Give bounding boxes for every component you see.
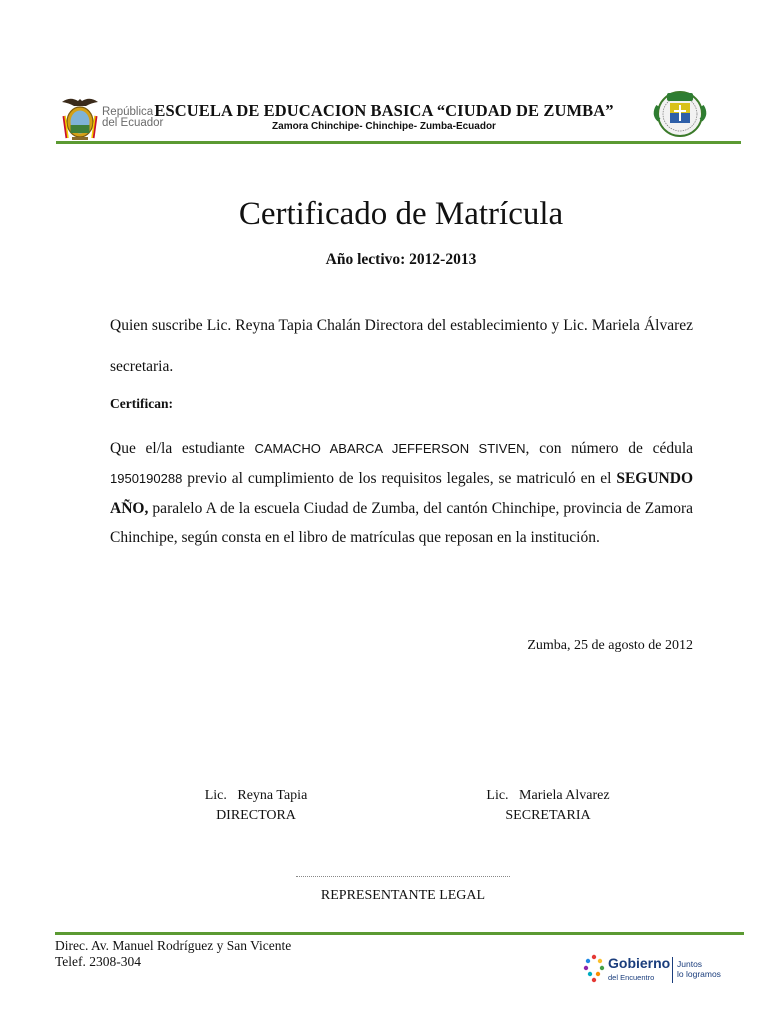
id-number: 1950190288: [110, 470, 183, 486]
school-location: Zamora Chinchipe- Chinchipe- Zumba-Ecuador: [272, 121, 496, 132]
student-name: CAMACHO ABARCA JEFFERSON STIVEN: [254, 441, 526, 456]
certification-paragraph: Que el/la estudiante CAMACHO ABARCA JEFFERSON STIVEN, con número de cédula 1950190288 previo al cumplimiento de los requisitos legales, se matriculó en el SEGUNDO AÑO, paralelo A de la escuela Ciudad de Zumba, del cantón Chinchipe, provincia de Zamora Chinchipe, según consta en el libro de matrículas que reposan en la institución.: [110, 440, 694, 547]
grade: SEGUNDO AÑO,: [110, 469, 693, 517]
gobierno-word: Gobierno: [608, 955, 671, 971]
gobierno-burst-icon: [582, 953, 606, 987]
representative-signature-line: [296, 876, 510, 877]
issue-date: Zumba, 25 de agosto de 2012: [527, 638, 693, 653]
gobierno-logo: [582, 951, 732, 995]
secretary-role: SECRETARIA: [505, 808, 591, 823]
certify-label: Certifican:: [110, 396, 173, 411]
republic-text: República del Ecuador: [102, 106, 164, 129]
school-name: ESCUELA DE EDUCACION BASICA “CIUDAD DE ZUMBA”: [154, 101, 614, 120]
legal-representative: REPRESENTANTE LEGAL: [320, 888, 486, 903]
address: Direc. Av. Manuel Rodríguez y San Vicente: [55, 938, 292, 953]
signature-secretary: [462, 786, 634, 826]
secretary-name: Lic. Mariela Alvarez: [486, 788, 610, 803]
gobierno-separator: [672, 957, 673, 983]
intro-paragraph: Quien suscribe Lic. Reyna Tapia Chalán Directora del establecimiento y Lic. Mariela Álvarez secretaria.: [110, 317, 693, 375]
school-seal-icon: [649, 90, 711, 138]
certificate-title: Certificado de Matrícula: [238, 196, 564, 232]
director-name: Lic. Reyna Tapia: [204, 788, 308, 803]
gobierno-slogan: Juntos lo logramos: [677, 959, 721, 979]
gobierno-subtext: del Encuentro: [608, 973, 655, 982]
director-role: DIRECTORA: [216, 808, 296, 823]
header-divider: [56, 141, 741, 144]
school-year: Año lectivo: 2012-2013: [325, 251, 477, 268]
footer-contact: [55, 938, 291, 969]
signature-director: [170, 786, 342, 826]
footer-divider: [55, 932, 744, 935]
phone: Telef. 2308-304: [55, 953, 142, 969]
